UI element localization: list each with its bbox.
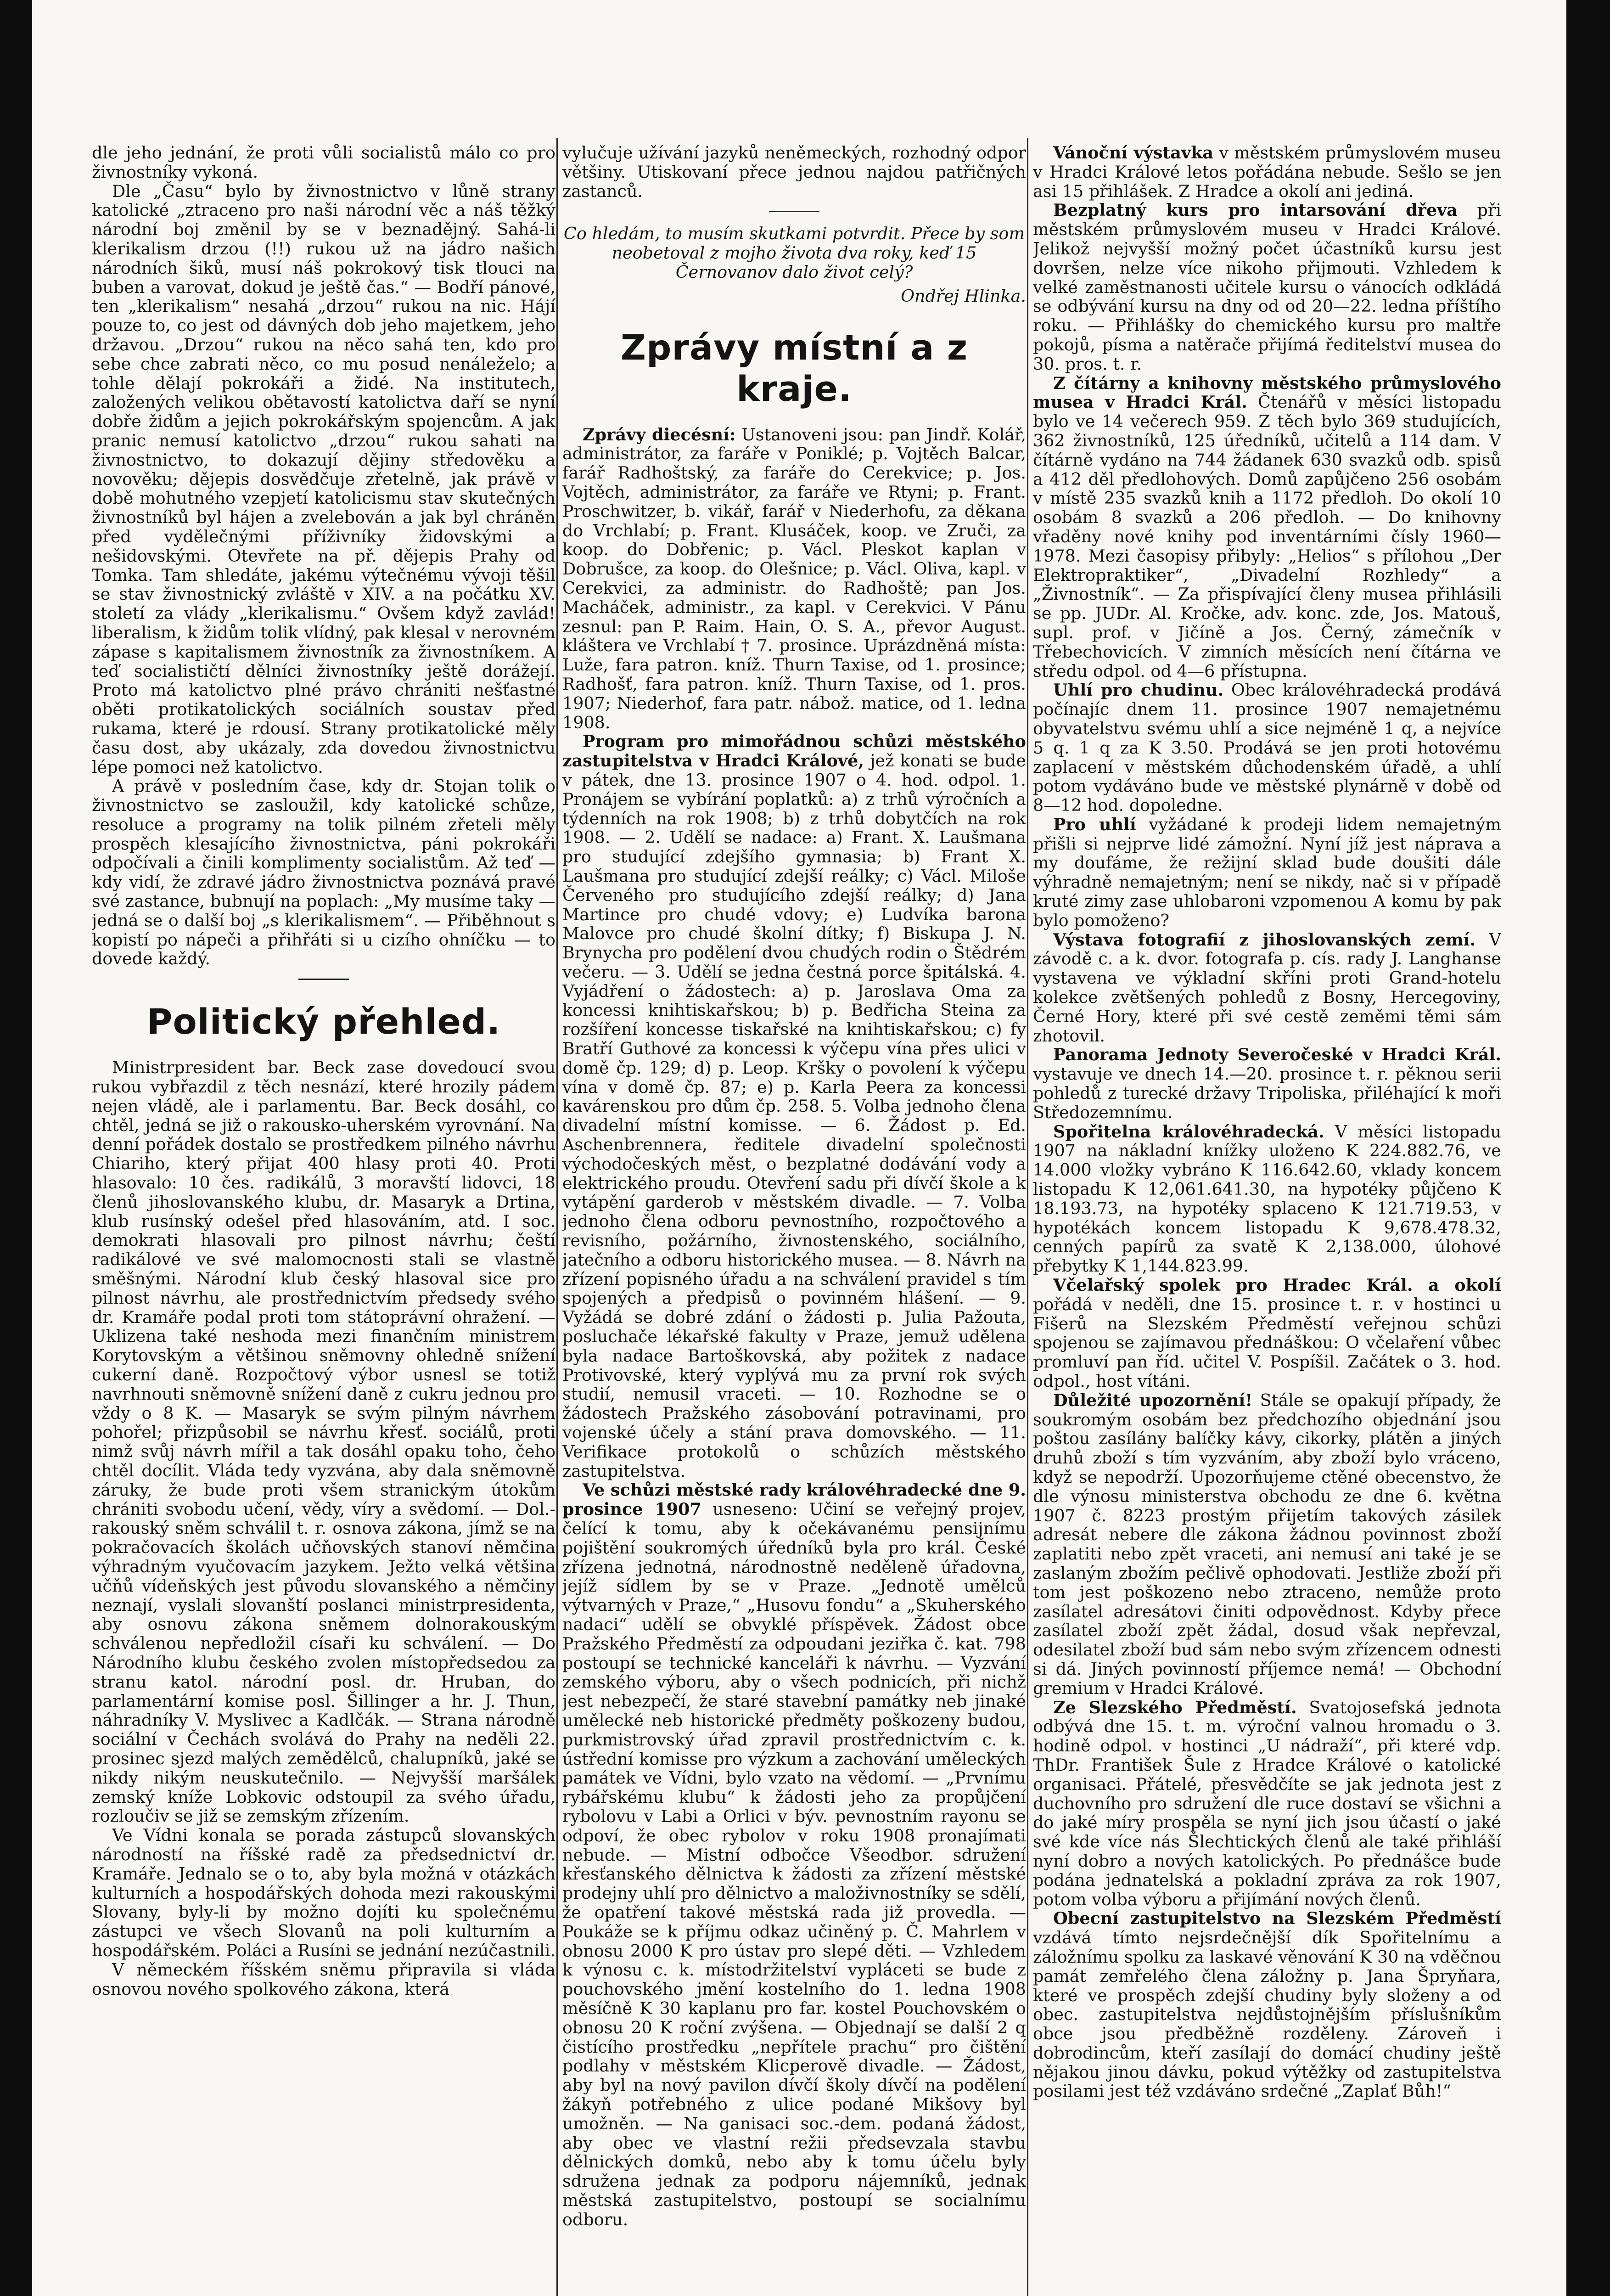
news-lead: Důležité upozornění! — [1053, 1390, 1253, 1410]
scan-edge-left — [0, 0, 32, 2296]
news-council-meeting — [562, 1480, 1026, 2229]
news-lead: Bezplatný kurs pro intarsování dřeva — [1053, 200, 1458, 220]
news-lead: Spořitelna královéhradecká. — [1053, 1121, 1324, 1142]
article-intro-continuation: dle jeho jednání, že proti vůli socialistů málo co pro živnostníky vykoná. — [92, 143, 555, 182]
news-lead: Včelařský spolek pro Hradec Král. a okolí — [1053, 1275, 1501, 1295]
scan-edge-right — [1566, 0, 1610, 2296]
news-council-lead: Ve schůzi městské rady královéhradecké dne 9. prosince 1907 — [562, 1480, 1026, 1519]
quote-author: Ondřej Hlinka. — [901, 286, 1026, 306]
divider — [769, 211, 819, 212]
news-municipal-council — [1033, 1909, 1501, 2101]
news-lead: Panorama Jednoty Severočeské v Hradci Král. — [1053, 1045, 1501, 1065]
news-body: Stále se opakují případy, že soukromým osobám bez předchozího objednání jsou poštou zasílány balíčky kávy, cikorky, plátěn a jiných druhů zboží s tím vyzváním, aby zboží bylo vráceno, když se nepodrží. Upozorňujeme ctěné obecenstvo, že dle výnosu ministerstva obchodu ze dne 6. května 1907 č. 8223 prostým přijetím takových zásilek adresát nebere dle zákona žádnou povinnost zboží zaplatiti nebo zpět vraceti, ani nemusí ani také je se zaslaným zbožím pečlivě ophodovati. Jestliže zboží při tom jest poškozeno nebo ztraceno, nemůže proto zasílatel adresátovi činiti odpovědnost. Kdyby přece zasílatel zboží zpět žádal, dosud však nepřevzal, odesilatel zboží bud sám nebo svým zřízencem odnesti si dá. Jiných povinností příjemce nemá! — Obchodní gremium v Hradci Králové. — [1033, 1390, 1501, 1698]
column-middle — [562, 143, 1026, 2296]
political-german-paragraph: V německém říšském sněmu připravila si vláda osnovou nového spolkového zákona, která — [92, 1959, 555, 1999]
news-coal-poor — [1033, 681, 1501, 815]
column-rule — [556, 138, 558, 2296]
news-body: V měsíci listopadu 1907 na nákladní knížky uloženo K 224.882.76, ve 14.000 vložky vybráno K 116.642.60, vklady koncem listopadu K 12,061.641.30, na hypotéky půjčeno K 18.193.73, na hypotéky splaceno K 121.719.53, v hypotékách koncem listopadu K 9,678.478.32, cenných papírů za svatě K 2,138.000, úlohové přebytky K 1,144.823.99. — [1033, 1121, 1501, 1276]
divider — [298, 979, 349, 980]
news-photo-exhibit — [1033, 930, 1501, 1046]
news-panorama — [1033, 1045, 1501, 1122]
political-beck-paragraph: Ministrpresident bar. Beck zase dovedoucí svou rukou vybřazdil z těch nesnází, které hrozily pádem nejen vládě, ale i parlamentu. Bar. Beck dosáhl, co chtěl, jedná se již o rakousko-uherském vyrovnání. Na denní pořádek dostalo se prostředkem pilného návrhu Chiariho, který přijat 400 hlasy proti 40. Proti hlasovalo: 10 čes. radikálů, 3 moravští lidovci, 18 členů jihoslovanského klubu, dr. Masaryk a Drtina, klub rusínský odešel před hlasováním, atd. I soc. demokrati hlasovali pro pilnost návrhu; čeští radikálové ve své malomocnosti stali se vlastně směšnými. Národní klub český hlasoval sice pro pilnost návrhu, ale prostřednictvím předsedy svého dr. Kramáře podal proti tom státoprávní ohražení. — Uklizena také neshoda mezi finančním ministrem Korytovským a většinou sněmovny ohledně snížení cukerní daně. Rozpočtový výbor usnesl se totiž navrhnouti sněmovně snížení daně z cukru jednou pro vždy o 8 K. — Masaryk se svým pilným návrhem pohořel; přizpůsobil se návrhu křesť. sociálů, proti nimž svůj návrh mířil a tak dosáhl opaku toho, čeho chtěl docílit. Vláda tedy vyzvána, aby dala sněmovně záruky, že bude proti všem stranickým útokům chrániti svobodu učení, vědy, víry a svědomí. — Dol.-rakouský sněm schválil t. r. osnova zákona, jímž se na pokračovacích školách učňovských stanoví němčina výhradným vyučovacím jazykem. Ježto velká většina učňů vídeňských jest původu slovanského a němčiny neznají, vyslali slovanští poslanci ministrpresidenta, aby osnovu zákona sněmem dolnorakouským schválenou nepředložil císaři ku schválení. — Do Národního klubu českého zvolen místopředsedou za stranu katol. národní posl. dr. Hruban, do parlamentární komise posl. Šillinger a hr. J. Thun, náhradníky V. Myslivec a Kadlčák. — Strana národně sociální v Čechách svolává do Prahy na neděli 22. prosinec sjezd malých zemědělců, chalupníků, jaké se nikdy nikým neuskutečnilo. — Nejvyšší maršálek zemský kníže Lobkovic odstoupil za svého úřadu, rozloučiv se již se zemským zřízením. — [92, 1058, 555, 1826]
news-body: v městském průmyslovém museu v Hradci Králové letos pořádána nebude. Sešlo se jen asi 15 přihlášek. Z Hradce a okolí ani jediná. — [1033, 143, 1501, 201]
news-body: Obec královéhradecká prodává počínajíc dnem 11. prosince 1907 nemajetnému obyvatelstvu svému uhlí a sice nejméně 1 q, a nejvíce 5 q. 1 q za K 3.50. Prodává se jen proti hotovému zaplacení v městském důchodenském úřadě, a uhlí potom vydáváno bude ve městské plynárně v době od 8—12 hod. dopoledne. — [1033, 680, 1501, 816]
news-lead: Ze Slezského Předměstí. — [1053, 1697, 1297, 1717]
news-intarsia-course — [1033, 201, 1501, 373]
news-lead: Vánoční výstavka — [1053, 143, 1214, 163]
news-christmas-exhibit — [1033, 143, 1501, 201]
article-stojan-paragraph: A právě v posledním čase, kdy dr. Stojan tolik o živnostnictvo se zasloužil, kdy katolické schůze, resoluce a programy na tolik pilném zřeteli měly prospěch klesajícího živnostnictva, páni pokrokáři odpočívali a činili komplimenty socialistům. Až teď — kdy vidí, že zdravé jádro živnostnictva poznává pravé své zastance, bubnují na poplach: „My musíme taky — jedná se o další boj „s klerikalismem“. — Přiběhnout s kopistí po nápeči a přihřáti si u cizího ohníčku — to dovede každý. — [92, 776, 555, 969]
news-body: vzdává tímto nejsrdečnější dík Spořitelnímu a záložnímu spolku za laskavé věnování K 30 na vděčnou památ zemřelého člena záložny p. Jana Špryňara, které ve prospěch zdejší chudiny byly složeny a od obec. zastupitelstva nejdůstojnějším příslušníkům obce jsou předběžně rozděleny. Zároveň i dobrodincům, kteří zasílají do domácí chudiny ještě nějakou jinou dávku, pokud výtěžky od zastupitelstva posilami jest též vzdáváno srdečné „Zaplať Bůh!“ — [1033, 1928, 1501, 2101]
news-program — [562, 732, 1026, 1480]
news-body: pořádá v neděli, dne 15. prosince t. r. v hostinci u Fišerů na Slezském Předměstí veřejnou schůzi spojenou se zajímavou přednáškou: O včelaření vůbec promluví pan říd. učitel V. Pospíšil. Začátek o 3. hod. odpol., host vítáni. — [1033, 1294, 1501, 1391]
news-council-body: usneseno: Učiní se veřejný projev, čelící k tomu, aby k očekávanému pensijnímu pojištění soukromých úředníků byla pro král. České zřízena jednotná, národnostně neděleně úřadovna, jejíž sídlem by se v Praze. „Jednotě umělců výtvarných v Praze,“ „Husovu fondu“ a „Skuherského nadaci“ udělí se obvyklé příspěvek. Žádost obce Pražského Předměstí za odpoudani jeziřka č. kat. 798 postoupí se technické kanceláři k návrhu. — Vyzvání zemského výboru, aby o všech podnicích, při nichž jest nebezpečí, že staré stavební památky neb jinaké umělecké neb historické předměty poškozeny budou, purkmistrovský úřad zpravil prostřednictvím c. k. ústřední komisse pro výzkum a zachování uměleckých památek ve Vídni, bylo vzato na vědomí. — „Prvnímu rybářskému klubu“ k žádosti jeho za propůjčení rybolovu v Labi a Orlici v býv. pevnostním rayonu se odpoví, že obec rybolov v roku 1908 pronajímati nebude. — Mistní odbočce Všeodbor. sdružení křesťanského dělnictva k žádosti za zřízení městské prodejny uhlí pro dělnictvo a maloživnostníky se sdělí, že opatření takové městská rada již provedla. — Poukáže se k příjmu odkaz učiněný p. Č. Mahrlem v obnosu 2000 K pro ústav pro slepé děti. — Vzhledem k výnosu c. k. místodržitelství vypláceti se bude z pouchovského jmění kostelního do 1. ledna 1908 měsíčně K 30 kaplanu pro far. kostel Pouchovském o obnosu 20 K roční zvýšena. — Objednají se další 2 q čistícího prostředku „nepřítele prachu“ pro čištění podlahy v městském Klicperově divadle. — Žádost, aby byl na nový pavilon dívčí školy dívčí na podělení žákyň potřebného z ulice podané Mikšovy byl umožněn. — Na ganisaci soc.-dem. podaná žádost, aby obec ve vlastní režii předsevzala stavbu dělnických domků, nebo aby k tomu účelu byly sdružena jednak za podporu nájemníků, jednak městská zastupitelstvo, postoupí se socialnímu odboru. — [562, 1499, 1026, 2229]
news-reading-room — [1033, 374, 1501, 681]
column-rule — [1027, 138, 1028, 2296]
news-body: Čtenářů v měsíci listopadu bylo ve 14 večerech 959. Z těch bylo 369 studujících, 362 živnostníků, 125 úředníků, učitelů a 114 dam. V čítárně vydáno na 744 žádanek 630 svazků odb. spisů a 412 děl předlohových. Domů zapůjčeno 256 osobám v místě 235 svazků knih a 1172 předloh. Do okolí 10 osobám 8 svazků a 206 předloh. — Do knihovny vřaděny nové knihy pod inventárními čísly 1960—1978. Mezi časopisy přibyly: „Helios“ s přílohou „Der Elektropraktiker“, „Divadelní Rozhledy“ a „Živnostník“. — Za přispívající členy musea přihlásili se pp. JUDr. Al. Kročke, adv. konc. zde, Jos. Matouš, supl. prof. v Jičíně a Jos. Černý, zámečník v Třebechovicích. V zimních měsících není čítárna ve středu odpol. od 4—6 přístupna. — [1033, 392, 1501, 681]
news-body: při městském průmyslovém museu v Hradci Králové. Jelikož nejvyšší možný počet účastníků kursu jest dovršen, nelze více nikoho přijmouti. Vzhledem k velké zaměstnanosti učitele kursu o vánocích odkládá se odbývání kursu na dny od od 20—22. ledna příštího roku. — Přihlášky do chemického kursu pro maltře pokojů, písma a natěrače přijímá ředitelství musea do 30. pros. t. r. — [1033, 200, 1501, 374]
news-coal-sale — [1033, 815, 1501, 930]
news-program-lead: Program pro mimořádnou schůzi městského zastupitelstva v Hradci Králové, — [562, 732, 1026, 771]
news-program-body: jež konati se bude v pátek, dne 13. prosince 1907 o 4. hod. odpol. 1. Pronájem se vybírání poplatků: a) z trhů výročních a týdenních na rok 1908; b) z trhů dobytčích na rok 1908. — 2. Udělí se nadace: a) Frant. X. Laušmana pro studující zdejšího gymnasia; b) Frant X. Laušmana pro studující zdejší reálky; c) Václ. Miloše Červeného pro studujícího zdejší reálky; d) Jana Martince pro chudé vdovy; e) Ludvíka barona Malovce pro chudé školní dítky; f) Biskupa J. N. Brynycha pro podělení dvou chudých rodin o Štědrém večeru. — 3. Udělí se jedna čestná porce špitálská. 4. Vyjádření o žádostech: a) p. Jaroslava Oma za koncessi knihtiskařskou; b) p. Bedřicha Steina za rozšíření koncesse tiskařské na knihtiskařskou; c) fy Bratří Guthové za koncessi k výčepu vína přes ulici v domě čp. 129; d) p. Leop. Kršky o povolení k výčepu vína v domě čp. 87; e) p. Karla Peera za koncessi kavárenskou pro dům čp. 258. 5. Volba jednoho člena divadelní místní komisse. — 6. Žádost p. Ed. Aschenbrennera, ředitele divadelní společnosti východočeských měst, o bezplatné dodávání vody a elektrického proudu. Otevření sadu při dívčí škole a k vytápění garderob v městském divadle. — 7. Volba jednoho člena odboru pevnostního, rozpočtového a revisního, požárního, živnostenského, sociálního, jatečního a odboru historického musea. — 8. Návrh na zřízení popisného úřadu a na schválení pravidel s tím spojených a předpisů o povinném hlášení. — 9. Vyžádá se dobré zdání o žádosti p. Julia Pažouta, posluchače lékařské fakulty v Praze, jemuž udělena byla nadace Bartoškovská, aby požitek z nadace Protivovské, který vyplývá mu za první rok svých studií, nemusil vraceti. — 10. Rozhodne se o žádostech Pražského zásobování potravinami, pro vojenské účely a stání prava domovského. — 11. Verifikace protokolů o schůzích městského zastupitelstva. — [562, 751, 1026, 1481]
news-body: vystavuje ve dnech 14.—20. prosince t. r. pěknou serii pohledů z turecké državy Tripoliska, přiléhající k moři Středozemnímu. — [1033, 1064, 1501, 1122]
news-diocesan-lead: Zprávy diecésní: — [583, 424, 736, 445]
section-heading-political: Politický přehled. — [146, 1001, 501, 1042]
political-vienna-paragraph: Ve Vídni konala se porada zástupců slovanských národností na říšské radě za předsednictví dr. Kramáře. Jednalo se o to, aby byla možná v otázkách kulturních a hospodářských dohoda mezi rakouskými Slovany, byly-li by možno dojíti ku společnému zástupci ve všech Slovanů na poli kulturním a hospodářském. Poláci a Rusíni se jednání nezúčastnili. — [92, 1825, 555, 1960]
news-important-notice — [1033, 1391, 1501, 1698]
news-lead: Z čítárny a knihovny městského průmyslového musea v Hradci Král. — [1033, 373, 1501, 412]
news-lead: Pro uhlí — [1053, 814, 1136, 834]
news-diocesan — [562, 425, 1026, 732]
quote-text: Co hledám, to musím skutkami potvrdit. Přece by som neobetoval z mojho života dva roky, keď 15 Černovanov dalo život celý? — [563, 224, 1025, 282]
news-savings-bank — [1033, 1122, 1501, 1276]
news-diocesan-body: Ustanoveni jsou: pan Jindř. Kolář, administrátor, za faráře v Poniklé; p. Vojtěch Balcar, farář Radhoštský, za faráře do Cerekvice; p. Jos. Vojtěch, administrátor, za faráře ve Rtyni; p. Frant. Proschwitzer, b. vikář, farář v Niederhofu, za děkana do Vrchlabí; p. Frant. Klusáček, koop. ve Zruči, za koop. do Dobřenic; p. Václ. Pleskot kaplan v Dobrušce, za koop. do Olešnice; p. Václ. Oliva, kapl. v Cerekvici, za administr. do Radhoště; pan Jos. Macháček, administr., za kapl. v Cerekvici. V Pánu zesnul: pan P. Raim. Hain, O. S. A., převor August. kláštera ve Vrchlabí † 7. prosince. Uprázdněná místa: Luže, fara patron. kníž. Thurn Taxise, od 1. prosince; Radhošť, fara patron. kníž. Thurn Taxise, od 1. pros. 1907; Niederhof, fara patr. nábož. matice, od 1. ledna 1908. — [562, 424, 1026, 732]
section-heading-local-news: Zprávy místní a z kraje. — [620, 326, 968, 409]
news-lead: Uhlí pro chudinu. — [1053, 680, 1224, 700]
news-body: vyžádané k prodeji lidem nemajetným přišli si nejprve lidé zámožní. Nyní jíž jest náprava a my doufáme, že režijní sklad bude doušiti dále výhradně nemajetným; není se nikdy, nač si v případě kruté zimy zase uhlobaroni vzpomenou A komu by pak bylo pomoženo? — [1033, 814, 1501, 930]
article-cas-paragraph: Dle „Času“ bylo by živnostnictvo v lůně strany katolické „ztraceno pro naši národní věc a náš těžký národní boj změnil by se v beznadějný. Sahá-li klerikalism drzou (!!) rukou už na jádro našich národních šiků, musí náš pokrokový tisk tlouci na buben a varovat, dokud je ještě čas.“ — Bodří pánové, ten „klerikalism“ nesahá „drzou“ rukou na nic. Hájí pouze to, co jest od dávných dob jeho majetkem, jeho državou. „Drzou“ rukou na něco sahá ten, kdo pro sebe chce zabrati něco, co mu posud nenáleželo; a tohle dělají pokrokáři a židé. Na institutech, založených velikou obětavostí katolictva daří se nyní dobře židům a jejich pokrokářským spojencům. A jak pranic nemusí katolictvo „drzou“ rukou sahati na živnostnictvo, to dokazují dějiny středověku a novověku; dějepis dosvědčuje zřetelně, jak právě v době mohutného vzepjetí katolicismu stav skutečných živnostníků byl hájen a zvelebován a jak byl chráněn před vydělečnými příživníky židovskými a nešidovskými. Otevřete na př. dějepis Prahy od Tomka. Tam shledáte, jakému výtečnému vývoji těšil se stav živnostnický zvláště v XIV. a na počátku XV. století za vlády „klerikalismu.“ Ovšem když zavlád! liberalism, k židům tolik vlídný, pak klesal v nerovném zápase s kapitalismem živnostník za živnostníkem. A teď socialističtí dělníci živnostníky ještě dorážejí. Proto má katolictvo plné právo chrániti nešťastné oběti protikatolických sociálních soustav před rukama, které je rdousí. Strany protikatolické měly času dost, aby ukázaly, zda dovedou živnostnictvu lépe pomoci než katolictvo. — [92, 181, 555, 777]
article-top-continuation: vylučuje užívání jazyků neněmeckých, rozhodný odpor většiny. Utiskovaní přece jednou najdou patřičných zastanců. — [562, 143, 1026, 201]
news-lead: Výstava fotografií z jihoslovanských zemí. — [1053, 929, 1476, 950]
column-left — [92, 143, 555, 2296]
news-beekeeping — [1033, 1276, 1501, 1391]
column-right — [1033, 143, 1501, 2296]
news-silesian-suburb — [1033, 1698, 1501, 1909]
news-body: V závodě c. a k. dvor. fotografa p. cís. rady J. Langhanse vystavena ve výkladní skříni proti Grand-hotelu kolekce zvětšených pohledů z Bosny, Hercegoviny, Černé Hory, které při své cestě zeměmi těmi sám zhotovil. — [1033, 929, 1501, 1046]
news-lead: Obecní zastupitelstvo na Slezském Předměstí — [1053, 1908, 1501, 1929]
news-body: Svatojosefská jednota odbývá dne 15. t. m. výroční valnou hromadu o 3. hodině odpol. v hostinci „U nádraží“, při které vdp. ThDr. František Šule z Hradce Králové o katolické organisaci. Přátelé, přesvědčíte se jak jednota jest z duchovního pro sdružení dle ruce dostaví se všichni a do jaké míry prospěla se nyní jich jsou účastí o jaké své kde více nás Šlechtických členů ale také přihláší nyní dobro a nových katolických. Po přednášce bude podána jednatelská a pokladní zpráva za rok 1907, potom volba výboru a přijímání nových členů. — [1033, 1697, 1501, 1909]
